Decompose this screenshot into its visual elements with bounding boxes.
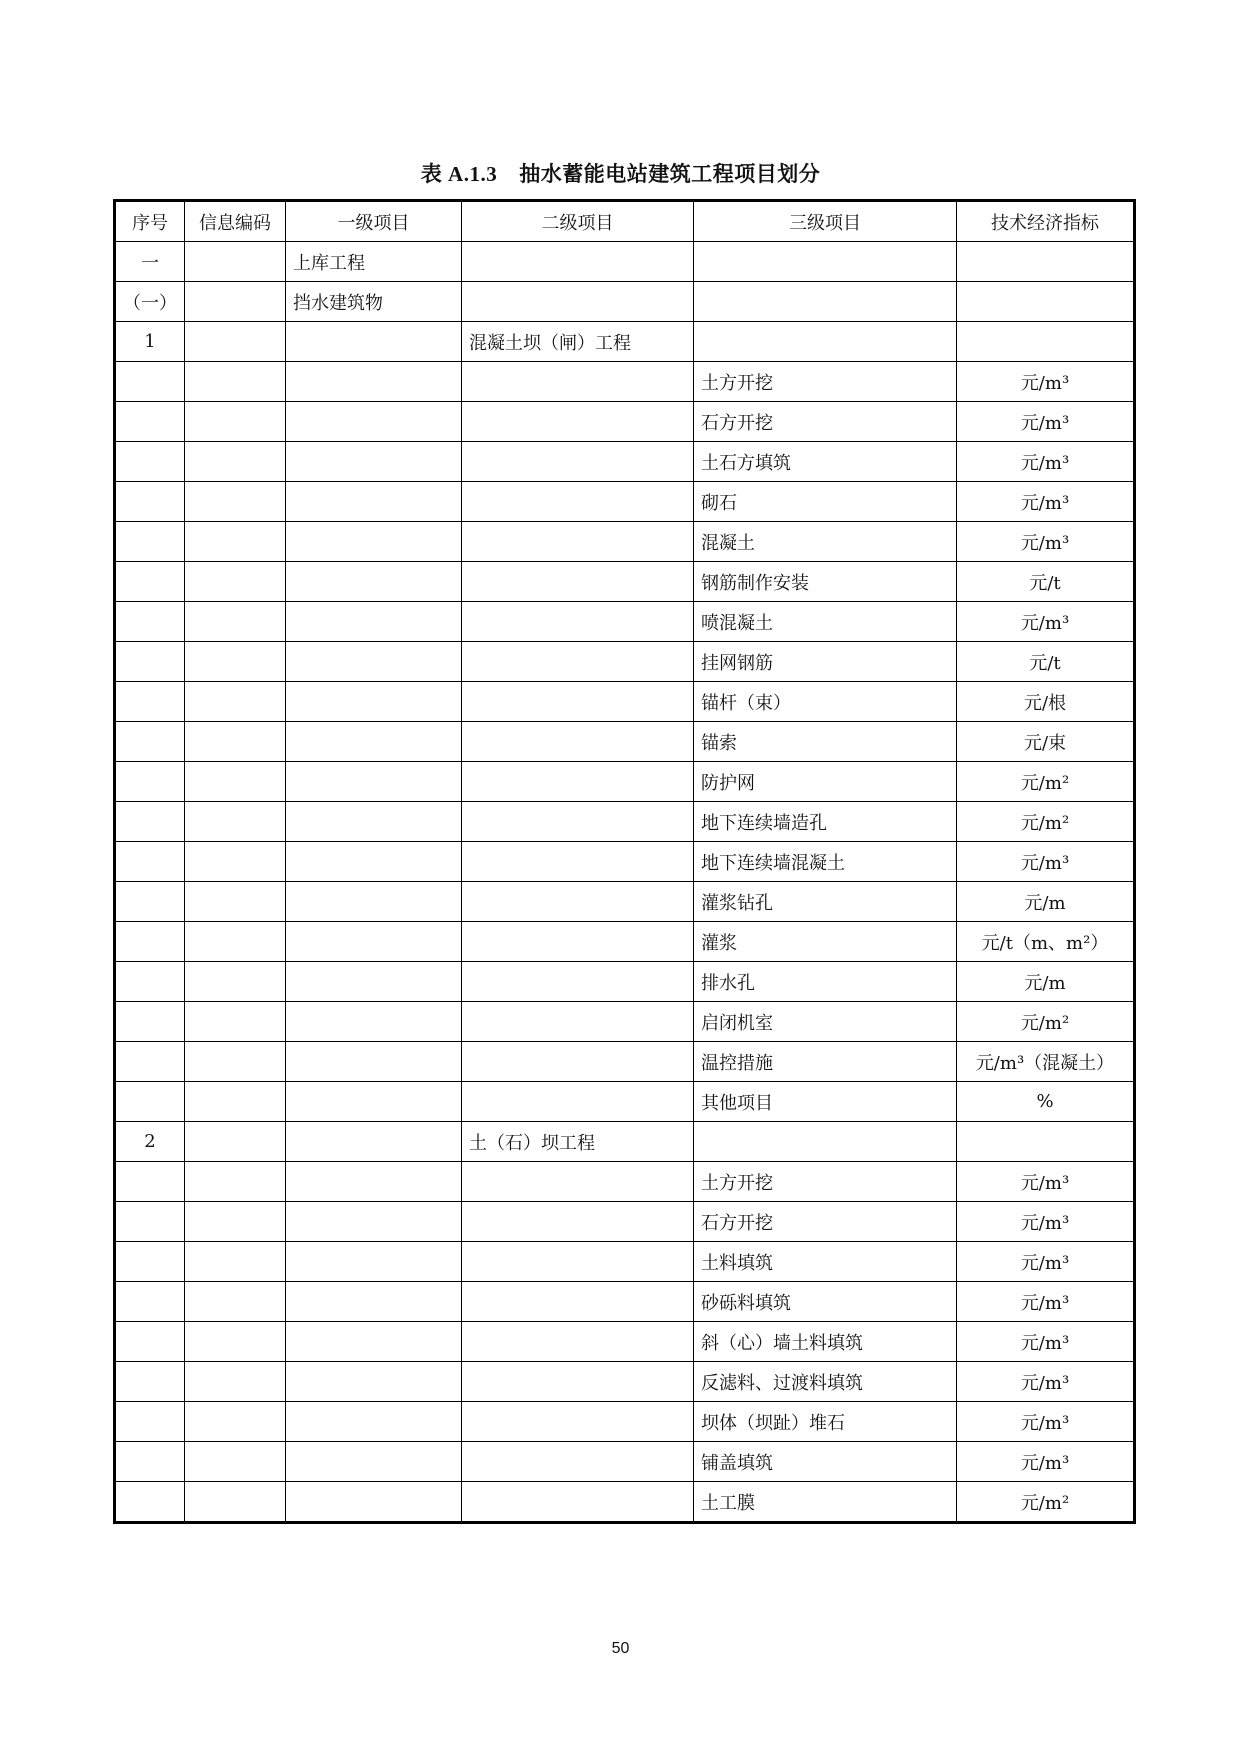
table-body bbox=[115, 242, 1135, 1523]
table-row bbox=[115, 522, 1135, 562]
cell-seq bbox=[115, 762, 185, 802]
cell-level1 bbox=[286, 562, 462, 602]
cell-level2 bbox=[462, 1002, 694, 1042]
cell-level2 bbox=[462, 842, 694, 882]
cell-level2 bbox=[462, 1322, 694, 1362]
column-header: 序号 bbox=[115, 201, 185, 242]
cell-level3 bbox=[694, 1122, 957, 1162]
cell-level2 bbox=[462, 1362, 694, 1402]
cell-seq bbox=[115, 1042, 185, 1082]
cell-indicator: 元/m³ bbox=[957, 362, 1135, 402]
cell-level1 bbox=[286, 1042, 462, 1082]
table-row bbox=[115, 1482, 1135, 1523]
cell-level2: 混凝土坝（闸）工程 bbox=[462, 322, 694, 362]
cell-info-code bbox=[185, 762, 286, 802]
cell-level1 bbox=[286, 322, 462, 362]
cell-level1 bbox=[286, 402, 462, 442]
cell-level2 bbox=[462, 762, 694, 802]
cell-indicator: 元/m³ bbox=[957, 1242, 1135, 1282]
cell-info-code bbox=[185, 842, 286, 882]
cell-level1 bbox=[286, 962, 462, 1002]
cell-level3: 钢筋制作安装 bbox=[694, 562, 957, 602]
cell-seq bbox=[115, 1282, 185, 1322]
cell-level3: 其他项目 bbox=[694, 1082, 957, 1122]
cell-level3: 温控措施 bbox=[694, 1042, 957, 1082]
cell-info-code bbox=[185, 482, 286, 522]
cell-level3: 斜（心）墙土料填筑 bbox=[694, 1322, 957, 1362]
cell-level2 bbox=[462, 1282, 694, 1322]
cell-level1 bbox=[286, 522, 462, 562]
cell-level1 bbox=[286, 482, 462, 522]
cell-level2 bbox=[462, 602, 694, 642]
cell-level1 bbox=[286, 442, 462, 482]
cell-info-code bbox=[185, 642, 286, 682]
cell-level1 bbox=[286, 882, 462, 922]
table-title-text: 抽水蓄能电站建筑工程项目划分 bbox=[519, 162, 821, 186]
cell-seq bbox=[115, 1362, 185, 1402]
cell-level3: 锚杆（束） bbox=[694, 682, 957, 722]
table-row bbox=[115, 682, 1135, 722]
cell-level2 bbox=[462, 562, 694, 602]
table-row bbox=[115, 282, 1135, 322]
cell-level2 bbox=[462, 642, 694, 682]
cell-info-code bbox=[185, 1082, 286, 1122]
cell-level3: 土方开挖 bbox=[694, 1162, 957, 1202]
cell-level1 bbox=[286, 1402, 462, 1442]
cell-seq: （一） bbox=[115, 282, 185, 322]
cell-seq bbox=[115, 962, 185, 1002]
cell-level3: 地下连续墙混凝土 bbox=[694, 842, 957, 882]
cell-info-code bbox=[185, 1282, 286, 1322]
cell-seq bbox=[115, 802, 185, 842]
cell-level3 bbox=[694, 282, 957, 322]
cell-indicator: 元/m² bbox=[957, 1002, 1135, 1042]
project-division-table bbox=[113, 199, 1136, 1524]
page-number: 50 bbox=[611, 1640, 630, 1657]
cell-info-code bbox=[185, 242, 286, 282]
table-row bbox=[115, 322, 1135, 362]
table-row bbox=[115, 362, 1135, 402]
table-row bbox=[115, 242, 1135, 282]
cell-indicator: 元/m³ bbox=[957, 1162, 1135, 1202]
cell-level2 bbox=[462, 242, 694, 282]
cell-level1 bbox=[286, 642, 462, 682]
cell-info-code bbox=[185, 1162, 286, 1202]
column-header: 二级项目 bbox=[462, 201, 694, 242]
cell-level3: 反滤料、过渡料填筑 bbox=[694, 1362, 957, 1402]
cell-seq bbox=[115, 642, 185, 682]
cell-indicator: 元/m³ bbox=[957, 442, 1135, 482]
cell-info-code bbox=[185, 1482, 286, 1523]
column-header: 一级项目 bbox=[286, 201, 462, 242]
cell-level2 bbox=[462, 922, 694, 962]
cell-seq: 2 bbox=[115, 1122, 185, 1162]
cell-indicator bbox=[957, 322, 1135, 362]
cell-level3: 土方开挖 bbox=[694, 362, 957, 402]
cell-level2 bbox=[462, 482, 694, 522]
cell-seq bbox=[115, 882, 185, 922]
cell-indicator: 元/t bbox=[957, 642, 1135, 682]
cell-seq bbox=[115, 442, 185, 482]
cell-indicator: 元/m³ bbox=[957, 1362, 1135, 1402]
cell-level1 bbox=[286, 802, 462, 842]
cell-level1 bbox=[286, 1362, 462, 1402]
cell-seq bbox=[115, 1242, 185, 1282]
cell-seq bbox=[115, 1402, 185, 1442]
cell-indicator: 元/m³ bbox=[957, 1202, 1135, 1242]
project-table-container bbox=[113, 199, 1133, 1524]
cell-seq bbox=[115, 562, 185, 602]
table-row bbox=[115, 402, 1135, 442]
table-row bbox=[115, 1042, 1135, 1082]
cell-info-code bbox=[185, 1242, 286, 1282]
table-row bbox=[115, 1242, 1135, 1282]
cell-level2 bbox=[462, 882, 694, 922]
cell-level2 bbox=[462, 1082, 694, 1122]
cell-indicator: 元/束 bbox=[957, 722, 1135, 762]
table-row bbox=[115, 1202, 1135, 1242]
table-row bbox=[115, 1402, 1135, 1442]
cell-level2 bbox=[462, 802, 694, 842]
cell-info-code bbox=[185, 1002, 286, 1042]
cell-indicator: 元/m bbox=[957, 882, 1135, 922]
cell-indicator: 元/m³ bbox=[957, 1282, 1135, 1322]
cell-info-code bbox=[185, 322, 286, 362]
cell-indicator bbox=[957, 1122, 1135, 1162]
cell-level1 bbox=[286, 682, 462, 722]
table-row bbox=[115, 1162, 1135, 1202]
cell-level2 bbox=[462, 1482, 694, 1523]
cell-level1 bbox=[286, 762, 462, 802]
cell-level2 bbox=[462, 282, 694, 322]
table-title bbox=[0, 158, 1241, 188]
table-row bbox=[115, 602, 1135, 642]
table-row bbox=[115, 482, 1135, 522]
cell-indicator: 元/t（m、m²） bbox=[957, 922, 1135, 962]
cell-seq bbox=[115, 682, 185, 722]
cell-seq: 一 bbox=[115, 242, 185, 282]
cell-seq bbox=[115, 1442, 185, 1482]
cell-level2 bbox=[462, 362, 694, 402]
cell-level1 bbox=[286, 1002, 462, 1042]
cell-indicator: 元/m³ bbox=[957, 522, 1135, 562]
cell-level3: 挂网钢筋 bbox=[694, 642, 957, 682]
cell-level1 bbox=[286, 1162, 462, 1202]
cell-level3: 土料填筑 bbox=[694, 1242, 957, 1282]
table-row bbox=[115, 882, 1135, 922]
cell-indicator: % bbox=[957, 1082, 1135, 1122]
cell-level3: 排水孔 bbox=[694, 962, 957, 1002]
table-row bbox=[115, 1122, 1135, 1162]
cell-info-code bbox=[185, 602, 286, 642]
cell-level3: 铺盖填筑 bbox=[694, 1442, 957, 1482]
cell-level3: 石方开挖 bbox=[694, 1202, 957, 1242]
cell-level1: 上库工程 bbox=[286, 242, 462, 282]
table-row bbox=[115, 1282, 1135, 1322]
cell-info-code bbox=[185, 1442, 286, 1482]
cell-info-code bbox=[185, 802, 286, 842]
cell-level3: 喷混凝土 bbox=[694, 602, 957, 642]
cell-seq: 1 bbox=[115, 322, 185, 362]
cell-seq bbox=[115, 842, 185, 882]
cell-seq bbox=[115, 402, 185, 442]
table-row bbox=[115, 722, 1135, 762]
table-header-row bbox=[115, 201, 1135, 242]
cell-indicator: 元/m³ bbox=[957, 1322, 1135, 1362]
cell-indicator bbox=[957, 282, 1135, 322]
cell-level1: 挡水建筑物 bbox=[286, 282, 462, 322]
cell-info-code bbox=[185, 442, 286, 482]
cell-info-code bbox=[185, 1402, 286, 1442]
cell-indicator: 元/m² bbox=[957, 802, 1135, 842]
cell-level1 bbox=[286, 1122, 462, 1162]
cell-info-code bbox=[185, 522, 286, 562]
cell-seq bbox=[115, 922, 185, 962]
cell-level3 bbox=[694, 322, 957, 362]
cell-info-code bbox=[185, 722, 286, 762]
table-row bbox=[115, 962, 1135, 1002]
cell-level3: 砂砾料填筑 bbox=[694, 1282, 957, 1322]
cell-level1 bbox=[286, 1322, 462, 1362]
table-row bbox=[115, 922, 1135, 962]
table-row bbox=[115, 1082, 1135, 1122]
cell-level1 bbox=[286, 362, 462, 402]
cell-level3: 地下连续墙造孔 bbox=[694, 802, 957, 842]
cell-indicator: 元/m³ bbox=[957, 602, 1135, 642]
cell-info-code bbox=[185, 1122, 286, 1162]
table-row bbox=[115, 562, 1135, 602]
cell-seq bbox=[115, 1202, 185, 1242]
cell-level2 bbox=[462, 682, 694, 722]
cell-indicator: 元/t bbox=[957, 562, 1135, 602]
cell-info-code bbox=[185, 562, 286, 602]
cell-seq bbox=[115, 1002, 185, 1042]
cell-info-code bbox=[185, 1202, 286, 1242]
cell-level1 bbox=[286, 842, 462, 882]
cell-level3: 灌浆 bbox=[694, 922, 957, 962]
cell-level2 bbox=[462, 722, 694, 762]
cell-info-code bbox=[185, 1362, 286, 1402]
cell-info-code bbox=[185, 922, 286, 962]
cell-level3: 土石方填筑 bbox=[694, 442, 957, 482]
cell-info-code bbox=[185, 962, 286, 1002]
cell-level1 bbox=[286, 1282, 462, 1322]
table-code: 表 A.1.3 bbox=[420, 162, 498, 186]
cell-level1 bbox=[286, 922, 462, 962]
cell-info-code bbox=[185, 1042, 286, 1082]
column-header: 技术经济指标 bbox=[957, 201, 1135, 242]
cell-level1 bbox=[286, 1242, 462, 1282]
cell-indicator: 元/m bbox=[957, 962, 1135, 1002]
cell-level3: 灌浆钻孔 bbox=[694, 882, 957, 922]
cell-seq bbox=[115, 362, 185, 402]
cell-seq bbox=[115, 482, 185, 522]
cell-indicator: 元/根 bbox=[957, 682, 1135, 722]
cell-level3: 锚索 bbox=[694, 722, 957, 762]
cell-level2 bbox=[462, 1042, 694, 1082]
cell-info-code bbox=[185, 882, 286, 922]
cell-level2 bbox=[462, 1202, 694, 1242]
cell-indicator: 元/m³（混凝土） bbox=[957, 1042, 1135, 1082]
cell-info-code bbox=[185, 402, 286, 442]
column-header: 三级项目 bbox=[694, 201, 957, 242]
cell-level2 bbox=[462, 962, 694, 1002]
cell-level3: 石方开挖 bbox=[694, 402, 957, 442]
cell-level2 bbox=[462, 402, 694, 442]
cell-level3: 砌石 bbox=[694, 482, 957, 522]
table-row bbox=[115, 1362, 1135, 1402]
cell-info-code bbox=[185, 362, 286, 402]
cell-seq bbox=[115, 722, 185, 762]
cell-info-code bbox=[185, 682, 286, 722]
cell-level2 bbox=[462, 1442, 694, 1482]
table-row bbox=[115, 802, 1135, 842]
cell-indicator: 元/m² bbox=[957, 1482, 1135, 1523]
cell-level3 bbox=[694, 242, 957, 282]
cell-level3: 防护网 bbox=[694, 762, 957, 802]
table-row bbox=[115, 842, 1135, 882]
cell-indicator: 元/m³ bbox=[957, 482, 1135, 522]
cell-indicator: 元/m³ bbox=[957, 402, 1135, 442]
cell-seq bbox=[115, 1082, 185, 1122]
table-row bbox=[115, 442, 1135, 482]
cell-level3: 混凝土 bbox=[694, 522, 957, 562]
cell-seq bbox=[115, 602, 185, 642]
cell-info-code bbox=[185, 1322, 286, 1362]
cell-level3: 土工膜 bbox=[694, 1482, 957, 1523]
cell-indicator bbox=[957, 242, 1135, 282]
cell-level2 bbox=[462, 1242, 694, 1282]
cell-level2 bbox=[462, 442, 694, 482]
table-row bbox=[115, 762, 1135, 802]
cell-level2: 土（石）坝工程 bbox=[462, 1122, 694, 1162]
cell-level1 bbox=[286, 602, 462, 642]
cell-indicator: 元/m² bbox=[957, 762, 1135, 802]
cell-seq bbox=[115, 1322, 185, 1362]
cell-seq bbox=[115, 1162, 185, 1202]
cell-level1 bbox=[286, 1442, 462, 1482]
cell-level2 bbox=[462, 1402, 694, 1442]
cell-level2 bbox=[462, 522, 694, 562]
cell-indicator: 元/m³ bbox=[957, 1402, 1135, 1442]
table-row bbox=[115, 1002, 1135, 1042]
table-row bbox=[115, 1442, 1135, 1482]
cell-level3: 坝体（坝趾）堆石 bbox=[694, 1402, 957, 1442]
cell-level1 bbox=[286, 1482, 462, 1523]
cell-indicator: 元/m³ bbox=[957, 842, 1135, 882]
table-row bbox=[115, 1322, 1135, 1362]
cell-seq bbox=[115, 522, 185, 562]
cell-seq bbox=[115, 1482, 185, 1523]
cell-level2 bbox=[462, 1162, 694, 1202]
cell-level1 bbox=[286, 1202, 462, 1242]
cell-level3: 启闭机室 bbox=[694, 1002, 957, 1042]
cell-info-code bbox=[185, 282, 286, 322]
cell-indicator: 元/m³ bbox=[957, 1442, 1135, 1482]
column-header: 信息编码 bbox=[185, 201, 286, 242]
cell-level1 bbox=[286, 722, 462, 762]
table-row bbox=[115, 642, 1135, 682]
cell-level1 bbox=[286, 1082, 462, 1122]
